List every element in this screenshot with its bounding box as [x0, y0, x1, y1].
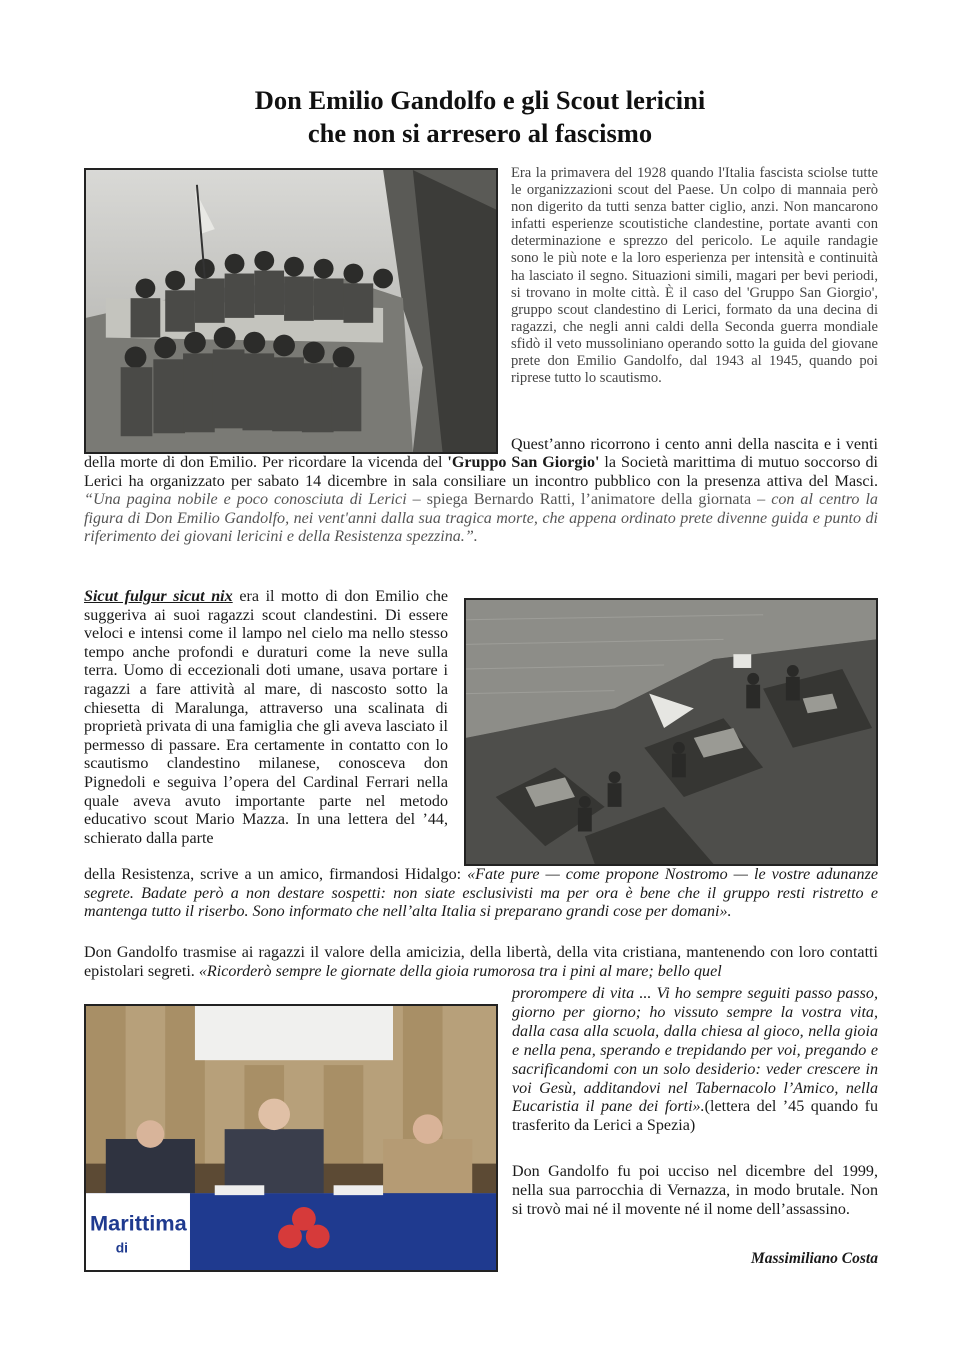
paragraph-event: [84, 436, 878, 546]
p3b-quote: «Fate pure — come propone Nostromo — le vostre adunanze segrete. Badate però a non destare sospetti: non siate esclusivisti ma per ora è bene che il gruppo resti ristretto e mantenga tutto il riserbo. Sono informato che nell’alta Italia si preparano grandi cose per domani».: [84, 866, 878, 921]
p2-text-mid: – spiega Bernardo Ratti, l’animatore della giornata –: [406, 491, 772, 509]
p5-quote: prorompere di vita ... Vi ho sempre seguiti passo passo, giorno per giorno; ho vissuto sempre la vostra vita, dalla casa alla scuola, dalla chiesa al gioco, nella gioia e nella pena, sperando e trepidando per voi, pregando e sacrificandomi con un solo desiderio: veder crescere in voi Gesù, additandovi nel Tabernacolo l’Amico, nella Eucaristia il pane dei forti».: [512, 985, 878, 1116]
p2-quote-1: “Una pagina nobile e poco conosciuta di Lerici: [84, 491, 407, 509]
p4-quote: «Ricorderò sempre le giornate della gioia rumorosa tra i pini al mare; bello quel: [198, 962, 722, 980]
p2-text-a: Quest’anno ricorrono i cento anni della nascita e i venti della morte di don Emilio. Per ricordare la vicenda del: [84, 436, 878, 472]
photo-rock-climbing: [464, 598, 878, 866]
intro-paragraph: Era la primavera del 1928 quando l'Italia fascista sciolse tutte le organizzazioni scout del Paese. Un colpo di mannaia però non digerito da tutti senza batter ciglio, anzi. Non mancarono infatti esperienze scoutistiche clandestine, portate avanti con determinazione e sprezzo del pericolo. Le aquile randagie sono le più note e la loro esperienza per intensità e continuità ha lasciato il segno. Situazioni simili, magari per bevi periodi, si trovano in molte città. È il caso del 'Gruppo San Giorgio', gruppo scout clandestino di Lerici, formato da una decina di ragazzi, che negli anni caldi della Seconda guerra mondiale sfidò il veto mussoliniano operando sotto la guida del giovane prete don Emilio Gandolfo, dal 1943 al 1945, quando poi riprese tutto lo scautismo.: [511, 165, 878, 387]
p3-text: era il motto di don Emilio che suggeriva ai suoi ragazzi scout clandestini. Di essere veloci e intensi come il lampo nel cielo ma nello stesso tempo anche profondi e duraturi come la neve sulla terra. Uomo di eccezionali doti umane, usava portare i ragazzi a fare attività al mare, di nascosto sotto la chiesetta di Maralunga, attraverso una scalinata di proprietà privata di una famiglia che gli aveva lasciato il permesso di passare. Era certamente in contatto con lo scautismo clandestino milanese, conosceva don Pignedoli e seguiva l’opera del Cardinal Ferrari nella quale aveva avuto importante parte nel metodo educativo scout Mario Mazza. In una lettera del ’44, schierato dalla parte: [84, 588, 449, 847]
p3b-text: della Resistenza, scrive a un amico, firmandosi Hidalgo:: [84, 866, 468, 883]
paragraph-death: Don Gandolfo fu poi ucciso nel dicembre del 1999, nella sua parrocchia di Vernazza, in modo brutale. Non si trovò mai né il movente né il nome dell’assassino.: [512, 1163, 878, 1218]
paragraph-letter-44: [84, 866, 878, 922]
paragraph-letter-45: [512, 985, 878, 1136]
p2-quote-2: con al centro la figura di Don Emilio Gandolfo, nei vent'anni dalla sua tragica morte, che appena ordinato prete divenne guida e punto di riferimento dei giovani lericini e della Resistenza spezzina.”.: [84, 491, 878, 546]
motto-text: Sicut fulgur sicut nix: [84, 588, 233, 605]
p2-group-name: 'Gruppo San Giorgio': [447, 454, 600, 472]
photo-scout-group: [84, 168, 498, 454]
paragraph-motto: [84, 588, 448, 848]
banner-text: Marittima: [89, 1210, 187, 1236]
title-line-1: Don Emilio Gandolfo e gli Scout lericini: [254, 85, 706, 115]
p5-note: (lettera del ’45 quando fu trasferito da Lerici a Spezia): [512, 1098, 878, 1135]
paragraph-values: [84, 944, 878, 981]
author-signature: Massimiliano Costa: [750, 1250, 878, 1267]
article-title: [0, 84, 960, 150]
photo-conference: [84, 1004, 498, 1272]
title-line-2: che non si arresero al fascismo: [307, 118, 653, 148]
p2-text-b: la Società marittima di mutuo soccorso di Lerici ha organizzato per sabato 14 dicembre in sala consiliare un incontro pubblico con la presenza attiva del Masci.: [84, 454, 879, 490]
banner-text-2: di: [115, 1239, 129, 1256]
p4-text: Don Gandolfo trasmise ai ragazzi il valore della amicizia, della libertà, della vita cristiana, mantenendo con loro contatti epistolari segreti.: [84, 944, 878, 980]
